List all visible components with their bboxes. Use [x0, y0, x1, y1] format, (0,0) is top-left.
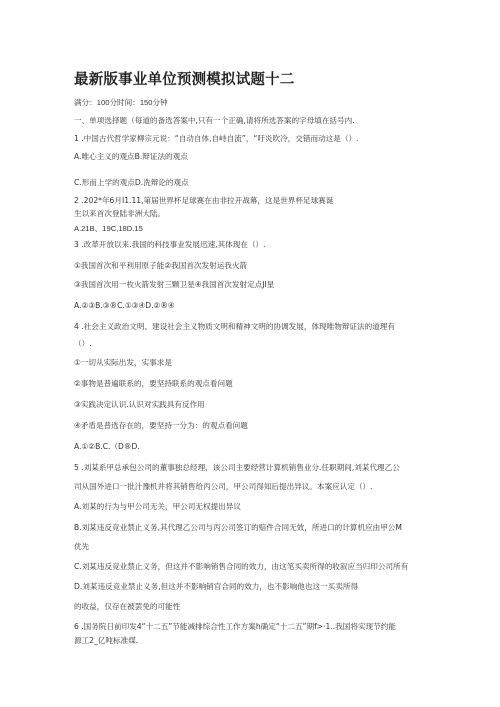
question-3-item-3-4: ③我国首次用一枚火箭发射三颗卫星④我国首次发射定点JI星 [74, 280, 275, 289]
question-5-option-d-cont: 的收益，仅存在被罢免的可能性 [74, 602, 181, 611]
question-3: 3 .改革开放以来.我国的科技事业发展迅速,其体现在（）. [74, 240, 266, 249]
section-heading: 一、单项选择题（每道的备选答案中,只有一个正确,请将所选答案的字母填在括号内. [74, 116, 355, 125]
question-4-item-2: ②事物是普遍联系的，要坚持联系的观点看问题 [74, 379, 233, 388]
question-2-options: A.21B、19C,18D.15 [74, 224, 143, 233]
question-3-item-1-2: ①我国首次和平利用原子能②我国首次发射运我火箭 [74, 261, 248, 270]
question-5-option-b-cont: 优先 [74, 542, 90, 551]
score-time-info: 满分：100分时间：150分钟 [74, 98, 168, 107]
question-6-cont: 源工2_亿吨标准煤. [74, 636, 139, 645]
question-4-cont: （）. [74, 339, 92, 348]
question-5-option-c: C.刘某违反竞业禁止义务，但这并不影响销售合同的效力，由这笔买卖所得的收叙应当归印公司所有 [74, 562, 409, 571]
question-4: 4 .社会主义政治文明、建设社会主义物质文明和精神文明的协调发展，体现唯物辩证法的道理有 [74, 322, 395, 331]
question-2: 2 .202*年6月I1.11,第届世界杯足球赛在由非拉开战幕，这是世界杯足球赛诞 [74, 196, 334, 205]
question-1-options-cd: C.形而上学的观点D.洗辩论的观点 [74, 178, 189, 187]
question-5-option-d: D.刘某违反竞业禁止义务,但这并不影响销官合同的效力，也不影响他也这一买卖所得 [74, 582, 359, 591]
question-1-options-ab: A.唯心主义的观点B.辩证法的观点 [74, 152, 188, 161]
question-5: 5 .刘某系甲总承包公司的董事独总经理，该公司主要经营计算机销售业分.任职期间,刘某代理乙公 [74, 463, 400, 472]
question-2-cont: 生以来首次登陆非洲大陆。 [74, 209, 166, 218]
question-1: 1 .中国古代哲学家柳宗元说：“自动自体,自峙自流”，“吁炎吹冷，交错而动这是（）. [74, 134, 359, 143]
question-5-cont: 司从国外进口一批汁豫机并将其销售给丙公司，甲公司得知后提出异议。本案应认定（）. [74, 482, 373, 491]
question-4-item-1: ①一切从实际出发，实事求是 [74, 358, 172, 367]
question-4-options: A.①②B.C.（D®D. [74, 442, 140, 451]
page-title: 最新版事业单位预测模拟试题十二 [74, 72, 295, 88]
question-6: 6 .国务院日前印发4“十二五”节能减排综合性工作方案h确定“十二五”期f>·1..我国将实现节约能 [74, 622, 396, 631]
question-4-item-4: ④矛盾是普选存在的，要坚持一分为：的观点看问题 [74, 421, 248, 430]
question-4-item-3: ③实践决定认识.认识对实践具有反作用 [74, 400, 205, 409]
question-5-option-b: B.刘某违反竞业禁止义务,其代理乙公司与丙公司签订的赔件合同无效，所进口的计算机应由甲公M [74, 523, 402, 532]
question-5-option-a: A.刘某的行为与甲公司无关，甲公司无权提出异议 [74, 502, 241, 511]
question-3-options: A.②③B.③®C.①③④D.②®④ [74, 301, 175, 310]
